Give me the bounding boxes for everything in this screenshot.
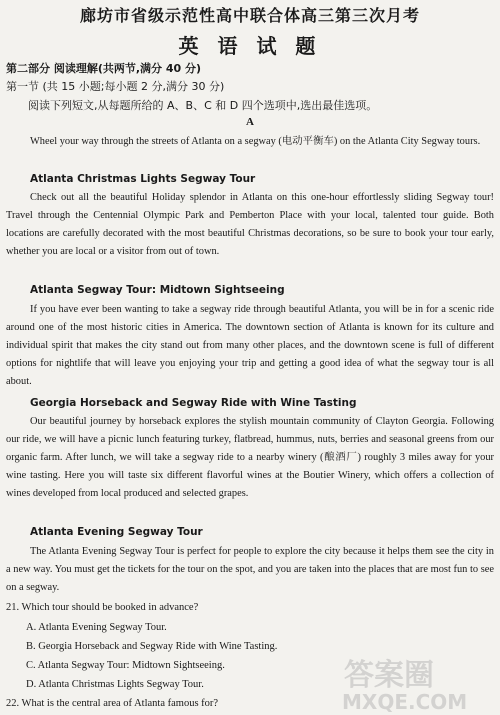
- question-21-option-a: A. Atlanta Evening Segway Tour.: [26, 622, 167, 633]
- section-instruction: 阅读下列短文,从每题所给的 A、B、C 和 D 四个选项中,选出最佳选项。: [28, 99, 378, 112]
- section-subheading: 第一节 (共 15 小题;每小题 2 分,满分 30 分): [6, 80, 225, 93]
- question-21-option-d: D. Atlanta Christmas Lights Segway Tour.: [26, 679, 204, 690]
- passage-letter: A: [246, 116, 254, 128]
- watermark-text-cn: 答案圈: [344, 658, 434, 693]
- question-21-option-b: B. Georgia Horseback and Segway Ride with Wine Tasting.: [26, 641, 278, 652]
- tour-paragraph-horseback: Our beautiful journey by horseback explores the stylish mountain community of Clayton Georgia. Following our ride, we will have a picnic lunch featuring turkey, flatbread, hummus, nuts, berries and seasonal greens from our organic farm. After lunch, we will take a segway ride to a nearby winery (酿酒厂) roughly 3 miles away for your wine tasting. Here you will taste six different flavorful wines at the Boutier Winery, which offers a collection of wines developed from local produced and selected grapes.: [6, 416, 494, 499]
- passage-intro: Wheel your way through the streets of Atlanta on a segway (电动平衡车) on the Atlanta City Segway tours.: [30, 136, 481, 147]
- section-heading: 第二部分 阅读理解(共两节,满分 40 分): [6, 62, 202, 75]
- tour-paragraph-christmas: Check out all the beautiful Holiday splendor in Atlanta on this one-hour effortlessly sliding Segway tour! Travel through the Centennial Olympic Park and Pemberton Place with your local, talented tour guide. Both locations are carefully decorated with the most beautiful Christmas decorations, so be sure to book your tour early, whether you are local or a visitor from out of town.: [6, 192, 494, 257]
- watermark-text-en: MXQE.COM: [342, 690, 468, 713]
- tour-paragraph-midtown: If you have ever been wanting to take a segway ride through beautiful Atlanta, you will be in for a scenic ride around one of the most historic cities in America. The downtown section of Atlanta is known for its culture and individual spirit that makes the city stand out from many other places, and the downtown scene is full of different options for nightlife that will leave you enjoying your trip and getting a good idea of what the segway tour is all about.: [6, 304, 494, 387]
- subject-title: 英 语 试 题: [178, 34, 322, 58]
- tour-heading-christmas: Atlanta Christmas Lights Segway Tour: [30, 173, 256, 185]
- watermark-logo: [332, 655, 497, 713]
- question-22: 22. What is the central area of Atlanta famous for?: [6, 698, 219, 709]
- exam-title: 廊坊市省级示范性高中联合体高三第三次月考: [79, 6, 420, 25]
- tour-heading-midtown: Atlanta Segway Tour: Midtown Sightseeing: [30, 284, 285, 296]
- question-21-option-c: C. Atlanta Segway Tour: Midtown Sightseeing.: [26, 660, 225, 671]
- tour-heading-evening: Atlanta Evening Segway Tour: [30, 526, 203, 538]
- question-21: 21. Which tour should be booked in advance?: [6, 602, 199, 613]
- tour-paragraph-evening: The Atlanta Evening Segway Tour is perfect for people to explore the city because it helps them see the city in a new way. You must get the tickets for the tour on the spot, and you are taken into the places that are most fun to see on a segway.: [6, 546, 494, 593]
- tour-heading-horseback: Georgia Horseback and Segway Ride with Wine Tasting: [30, 397, 357, 409]
